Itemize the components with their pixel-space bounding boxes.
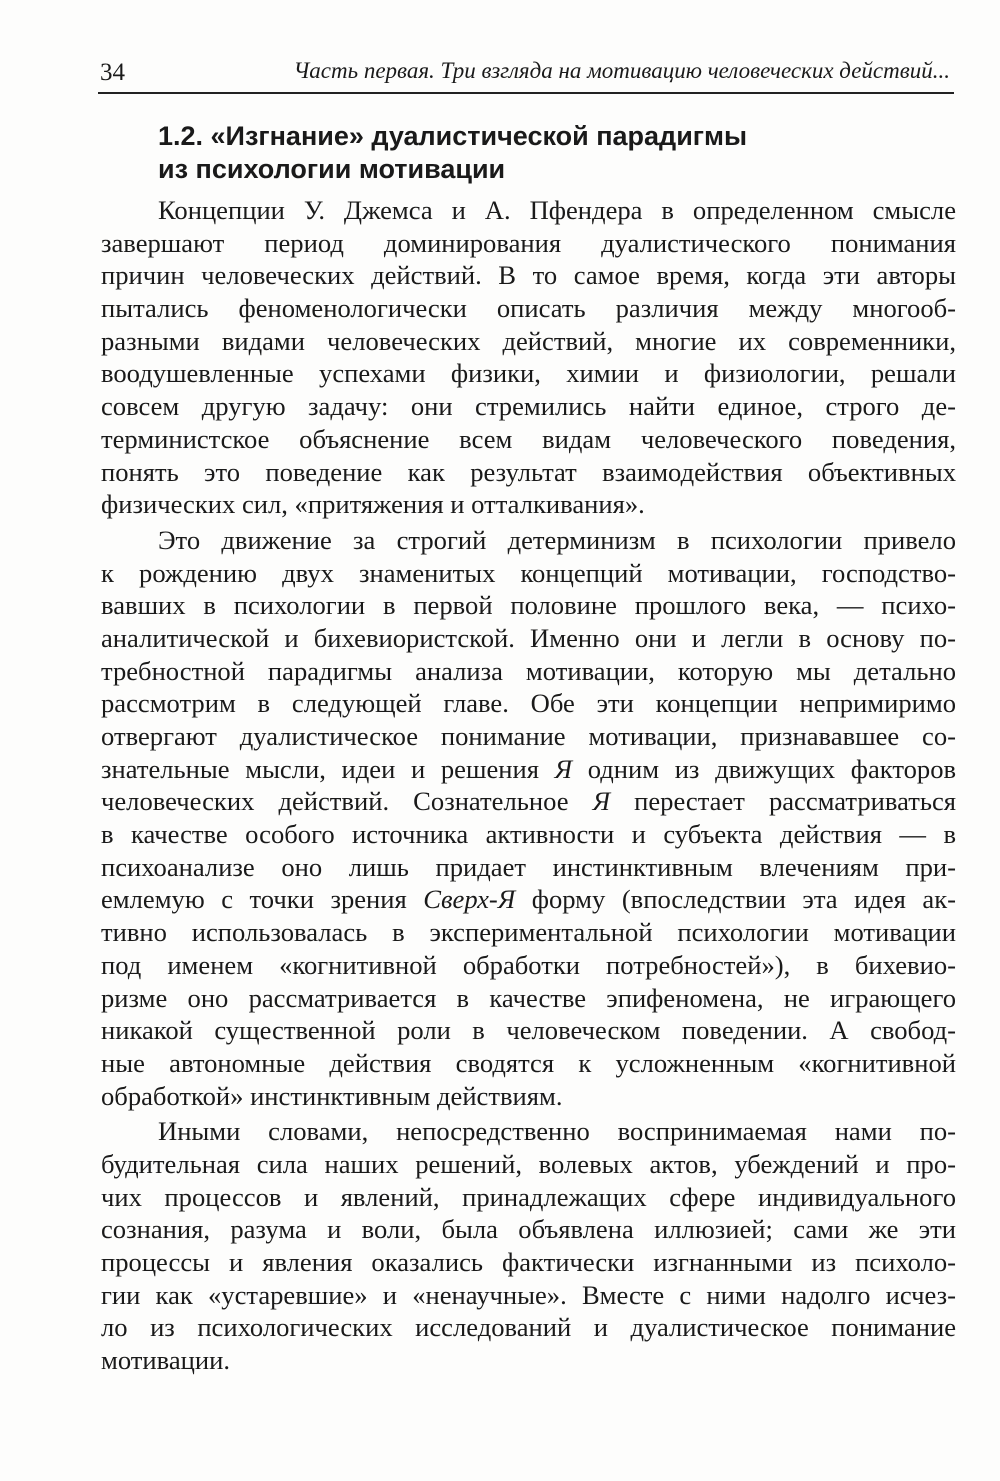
italic-term: Я [592, 786, 611, 817]
text-line: понять это поведение как результат взаимодействия объективных [101, 456, 956, 487]
text-line: Иными словами, непосредственно воспринимаемая нами по- [158, 1116, 956, 1147]
italic-term: Я [554, 753, 573, 784]
running-head-title: Часть первая. Три взгляда на мотивацию человеческих действий... [293, 58, 950, 83]
text-line: ризме оно рассматривается в качестве эпифеномена, не играющего [101, 982, 956, 1013]
text-line: воодушевленные успехами физики, химии и физиологии, решали [101, 358, 956, 389]
text-line: знательные мысли, идеи и решения Я одним из движущих факторов [101, 753, 957, 784]
running-head [98, 52, 954, 94]
text-line: разными видами человеческих действий, многие их современники, [101, 325, 956, 356]
text-line: сознания, разума и воли, была объявлена иллюзией; сами же эти [101, 1214, 956, 1245]
section-heading-line: 1.2. «Изгнание» дуалистической парадигмы [158, 121, 748, 151]
text-line: процессы и явления оказались фактически изгнанными из психоло- [101, 1247, 956, 1277]
text-line: рассмотрим в следующей главе. Обе эти концепции непримиримо [101, 688, 956, 719]
italic-term: Сверх-Я [423, 884, 516, 915]
text-line: чих процессов и явлений, принадлежащих сфере индивидуального [101, 1181, 956, 1212]
text-line: человеческих действий. Сознательное Я перестает рассматриваться [101, 786, 956, 817]
text-line: физических сил, «притяжения и отталкивания». [101, 489, 645, 520]
text-line: пытались феноменологически описать различия между многооб- [101, 293, 956, 324]
text-line: Концепции У. Джемса и А. Пфендера в определенном смысле [158, 195, 956, 225]
text-line: в качестве особого источника активности и субъекта действия — в [101, 819, 956, 850]
paragraph [101, 524, 956, 1112]
text-line: вавших в психологии в первой половине прошлого века, — психо- [101, 590, 956, 621]
text-line: ные автономные действия сводятся к усложненным «когнитивной [101, 1047, 956, 1078]
text-line: мотивации. [101, 1345, 230, 1376]
text-line: емлемую с точки зрения Сверх-Я форму (впоследствии эта идея ак- [101, 884, 956, 915]
text-line: причин человеческих действий. В то самое время, когда эти авторы [101, 260, 956, 291]
paragraph [101, 1115, 956, 1377]
text-line: к рождению двух знаменитых концепций мотивации, господство- [101, 557, 956, 588]
body-text [101, 194, 956, 1380]
text-line: требностной парадигмы анализа мотивации, которую мы детально [101, 655, 956, 686]
text-line: ло из психологических исследований и дуалистическое понимание [101, 1312, 956, 1343]
text-line: обработкой» инстинктивным действиям. [101, 1080, 563, 1111]
text-line: будительная сила наших решений, волевых актов, убеждений и про- [101, 1148, 956, 1179]
text-line: завершают период доминирования дуалистического понимания [101, 227, 956, 258]
text-line: Это движение за строгий детерминизм в психологии привело [158, 524, 956, 555]
section-heading-line: из психологии мотивации [158, 154, 506, 184]
text-line: аналитической и бихевиористской. Именно они и легли в основу по- [101, 622, 956, 653]
paragraph [101, 194, 956, 521]
text-line: психоанализе оно лишь придает инстинктивным влечениям при- [101, 851, 956, 882]
page-number: 34 [100, 59, 125, 86]
text-line: отвергают дуалистическое понимание мотивации, признававшее со- [101, 721, 956, 751]
section-heading [158, 120, 938, 186]
text-line: тивно использовалась в экспериментальной психологии мотивации [101, 917, 956, 948]
text-line: гии как «устаревшие» и «ненаучные». Вместе с ними надолго исчез- [101, 1279, 956, 1310]
text-line: под именем «когнитивной обработки потребностей»), в бихевио- [101, 949, 956, 980]
text-line: никакой существенной роли в человеческом поведении. А свобод- [101, 1015, 956, 1046]
text-line: терминистское объяснение всем видам человеческого поведения, [101, 423, 956, 454]
text-line: совсем другую задачу: они стремились найти единое, строго де- [101, 391, 956, 422]
